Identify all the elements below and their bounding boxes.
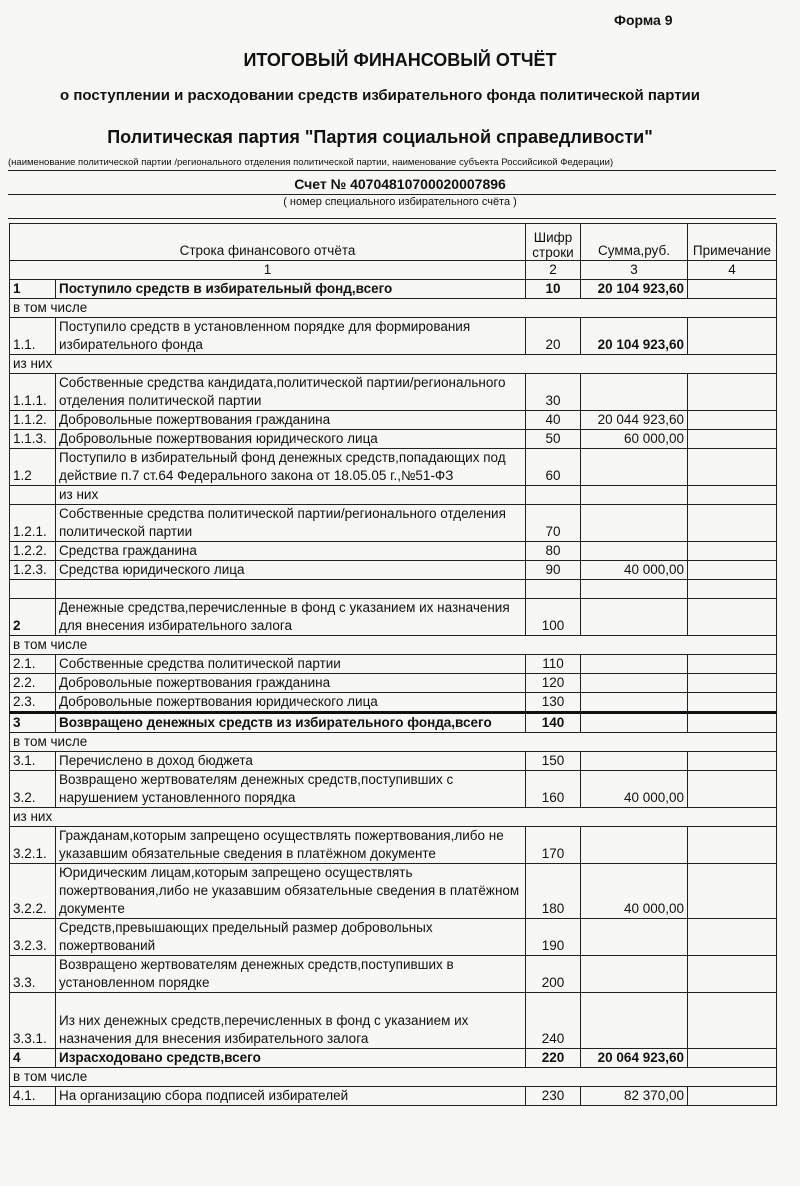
row-note (688, 771, 777, 808)
row-number: 1.1. (10, 318, 56, 355)
row-code: 30 (526, 374, 581, 411)
row-text: Возвращено жертвователям денежных средств,поступивших в установленном порядке (56, 956, 526, 993)
row-number: 3.1. (10, 752, 56, 771)
row-number: 1.2.2. (10, 542, 56, 561)
row-note (688, 561, 777, 580)
row-sum (581, 599, 688, 636)
row-code: 100 (526, 599, 581, 636)
row-note (688, 827, 777, 864)
row-text: Собственные средства политической партии/регионального отделения политической партии (56, 505, 526, 542)
row-note (688, 864, 777, 919)
row-sum: 60 000,00 (581, 430, 688, 449)
row-text: Поступило в избирательный фонд денежных средств,попадающих под действие п.7 ст.64 Федерального закона от 18.05.05 г.,№51-ФЗ (56, 449, 526, 486)
section-label-row (10, 299, 777, 318)
row-code (526, 580, 581, 599)
row-code: 90 (526, 561, 581, 580)
section-label: в том числе (10, 1068, 777, 1087)
row-sum (581, 542, 688, 561)
report-subtitle: о поступлении и расходовании средств избирательного фонда политической партии (60, 87, 700, 104)
row-text: Собственные средства кандидата,политической партии/регионального отделения политической партии (56, 374, 526, 411)
row-note (688, 956, 777, 993)
row-number: 3.3.1. (10, 993, 56, 1049)
row-note (688, 430, 777, 449)
row-code: 110 (526, 655, 581, 674)
section-label-row (10, 733, 777, 752)
row-code: 180 (526, 864, 581, 919)
row-code: 160 (526, 771, 581, 808)
section-label: в том числе (10, 299, 777, 318)
table-row (10, 1087, 777, 1106)
column-numbers-row (10, 261, 777, 280)
table-row (10, 542, 777, 561)
row-note (688, 486, 777, 505)
row-number: 1.1.1. (10, 374, 56, 411)
table-row (10, 561, 777, 580)
row-sum: 82 370,00 (581, 1087, 688, 1106)
row-text: Средства юридического лица (56, 561, 526, 580)
row-code: 130 (526, 693, 581, 713)
divider (8, 218, 776, 219)
row-sum: 40 000,00 (581, 561, 688, 580)
row-note (688, 752, 777, 771)
row-text: Израсходовано средств,всего (56, 1049, 526, 1068)
row-sum: 40 000,00 (581, 864, 688, 919)
row-text: Добровольные пожертвования юридического лица (56, 693, 526, 713)
row-note (688, 1049, 777, 1068)
row-text: Перечислено в доход бюджета (56, 752, 526, 771)
divider (8, 194, 776, 195)
row-code: 240 (526, 993, 581, 1049)
table-row (10, 599, 777, 636)
row-note (688, 674, 777, 693)
row-number: 2.2. (10, 674, 56, 693)
row-note (688, 599, 777, 636)
row-note (688, 449, 777, 486)
row-code: 150 (526, 752, 581, 771)
form-number: Форма 9 (614, 12, 673, 28)
row-number: 1.2.3. (10, 561, 56, 580)
col-num-1: 1 (10, 261, 526, 280)
row-number: 4 (10, 1049, 56, 1068)
row-number: 1.1.3. (10, 430, 56, 449)
divider (8, 170, 776, 171)
section-label-row (10, 636, 777, 655)
row-number: 1.2.1. (10, 505, 56, 542)
header-sum: Сумма,руб. (581, 224, 688, 261)
row-code: 10 (526, 280, 581, 299)
row-number: 3 (10, 713, 56, 733)
table-row (10, 956, 777, 993)
table-row (10, 505, 777, 542)
col-num-2: 2 (526, 261, 581, 280)
table-row (10, 713, 777, 733)
row-number: 2.3. (10, 693, 56, 713)
row-sum: 40 000,00 (581, 771, 688, 808)
row-code: 40 (526, 411, 581, 430)
table-row (10, 771, 777, 808)
row-code: 220 (526, 1049, 581, 1068)
row-sum (581, 486, 688, 505)
row-sum: 20 104 923,60 (581, 280, 688, 299)
row-text: Возвращено денежных средств из избирательного фонда,всего (56, 713, 526, 733)
row-number: 3.2. (10, 771, 56, 808)
row-code: 140 (526, 713, 581, 733)
header-code: Шифр строки (526, 224, 581, 261)
row-sum: 20 104 923,60 (581, 318, 688, 355)
row-text: Средства гражданина (56, 542, 526, 561)
row-sum (581, 956, 688, 993)
table-row (10, 693, 777, 713)
row-text: Добровольные пожертвования юридического лица (56, 430, 526, 449)
table-row (10, 864, 777, 919)
row-number: 2.1. (10, 655, 56, 674)
row-code: 230 (526, 1087, 581, 1106)
row-text: Добровольные пожертвования гражданина (56, 674, 526, 693)
row-note (688, 580, 777, 599)
row-sum (581, 752, 688, 771)
row-sum (581, 449, 688, 486)
row-text: Гражданам,которым запрещено осуществлять пожертвования,либо не указавшим обязательные сведения в платёжном документе (56, 827, 526, 864)
row-sum (581, 693, 688, 713)
table-row (10, 580, 777, 599)
row-text: Юридическим лицам,которым запрещено осуществлять пожертвования,либо не указавшим обязательные сведения в платёжном документе (56, 864, 526, 919)
row-text: На организацию сбора подписей избирателей (56, 1087, 526, 1106)
account-caption: ( номер специального избирательного счёта ) (283, 196, 517, 208)
row-note (688, 993, 777, 1049)
row-sum (581, 674, 688, 693)
row-number: 4.1. (10, 1087, 56, 1106)
row-number: 1 (10, 280, 56, 299)
row-text: Добровольные пожертвования гражданина (56, 411, 526, 430)
row-text (56, 580, 526, 599)
row-number: 3.2.1. (10, 827, 56, 864)
table-row (10, 993, 777, 1049)
row-sum (581, 827, 688, 864)
section-label: в том числе (10, 636, 777, 655)
table-row (10, 449, 777, 486)
table-row (10, 674, 777, 693)
row-text: Поступило средств в избирательный фонд,всего (56, 280, 526, 299)
row-code: 170 (526, 827, 581, 864)
row-number: 1.2 (10, 449, 56, 486)
row-number (10, 486, 56, 505)
col-num-3: 3 (581, 261, 688, 280)
row-code: 120 (526, 674, 581, 693)
header-line: Строка финансового отчёта (10, 224, 526, 261)
row-text: Из них денежных средств,перечисленных в фонд с указанием их назначения для внесения избирательного залога (56, 993, 526, 1049)
row-code (526, 486, 581, 505)
row-number: 3.3. (10, 956, 56, 993)
col-num-4: 4 (688, 261, 777, 280)
row-sum (581, 505, 688, 542)
header-note: Примечание (688, 224, 777, 261)
row-sum: 20 044 923,60 (581, 411, 688, 430)
table-row (10, 430, 777, 449)
row-text: из них (56, 486, 526, 505)
account-number: Счет № 40704810700020007896 (294, 176, 506, 192)
row-number (10, 580, 56, 599)
table-row (10, 411, 777, 430)
row-number: 3.2.2. (10, 864, 56, 919)
row-note (688, 280, 777, 299)
row-note (688, 411, 777, 430)
row-number: 2 (10, 599, 56, 636)
row-note (688, 693, 777, 713)
section-label: из них (10, 355, 777, 374)
row-code: 50 (526, 430, 581, 449)
row-text: Денежные средства,перечисленные в фонд с указанием их назначения для внесения избирательного залога (56, 599, 526, 636)
table-row (10, 752, 777, 771)
report-title: ИТОГОВЫЙ ФИНАНСОВЫЙ ОТЧЁТ (243, 50, 557, 70)
row-code: 70 (526, 505, 581, 542)
section-label-row (10, 808, 777, 827)
row-note (688, 919, 777, 956)
row-code: 60 (526, 449, 581, 486)
row-note (688, 713, 777, 733)
table-row (10, 655, 777, 674)
row-note (688, 542, 777, 561)
section-label-row (10, 1068, 777, 1087)
section-label: из них (10, 808, 777, 827)
table-row (10, 827, 777, 864)
party-caption: (наименование политической партии /регионального отделения политической партии, наименование субъекта Российсикой Федерации) (8, 157, 614, 168)
row-code: 80 (526, 542, 581, 561)
table-row (10, 1049, 777, 1068)
table-row (10, 280, 777, 299)
table-header-row (10, 224, 777, 261)
row-code: 200 (526, 956, 581, 993)
row-code: 190 (526, 919, 581, 956)
row-code: 20 (526, 318, 581, 355)
row-text: Собственные средства политической партии (56, 655, 526, 674)
row-text: Поступило средств в установленном порядке для формирования избирательного фонда (56, 318, 526, 355)
table-row (10, 374, 777, 411)
row-note (688, 318, 777, 355)
section-label: в том числе (10, 733, 777, 752)
row-note (688, 655, 777, 674)
row-sum (581, 580, 688, 599)
party-name: Политическая партия "Партия социальной справедливости" (107, 127, 653, 147)
row-note (688, 374, 777, 411)
row-number: 3.2.3. (10, 919, 56, 956)
row-text: Средств,превышающих предельный размер добровольных пожертвований (56, 919, 526, 956)
table-row (10, 318, 777, 355)
row-note (688, 1087, 777, 1106)
row-sum (581, 713, 688, 733)
table-row (10, 486, 777, 505)
row-sum (581, 919, 688, 956)
row-sum: 20 064 923,60 (581, 1049, 688, 1068)
section-label-row (10, 355, 777, 374)
row-sum (581, 655, 688, 674)
row-number: 1.1.2. (10, 411, 56, 430)
financial-report-table (9, 223, 777, 1106)
row-sum (581, 374, 688, 411)
row-sum (581, 993, 688, 1049)
row-note (688, 505, 777, 542)
table-row (10, 919, 777, 956)
row-text: Возвращено жертвователям денежных средств,поступивших с нарушением установленного порядка (56, 771, 526, 808)
